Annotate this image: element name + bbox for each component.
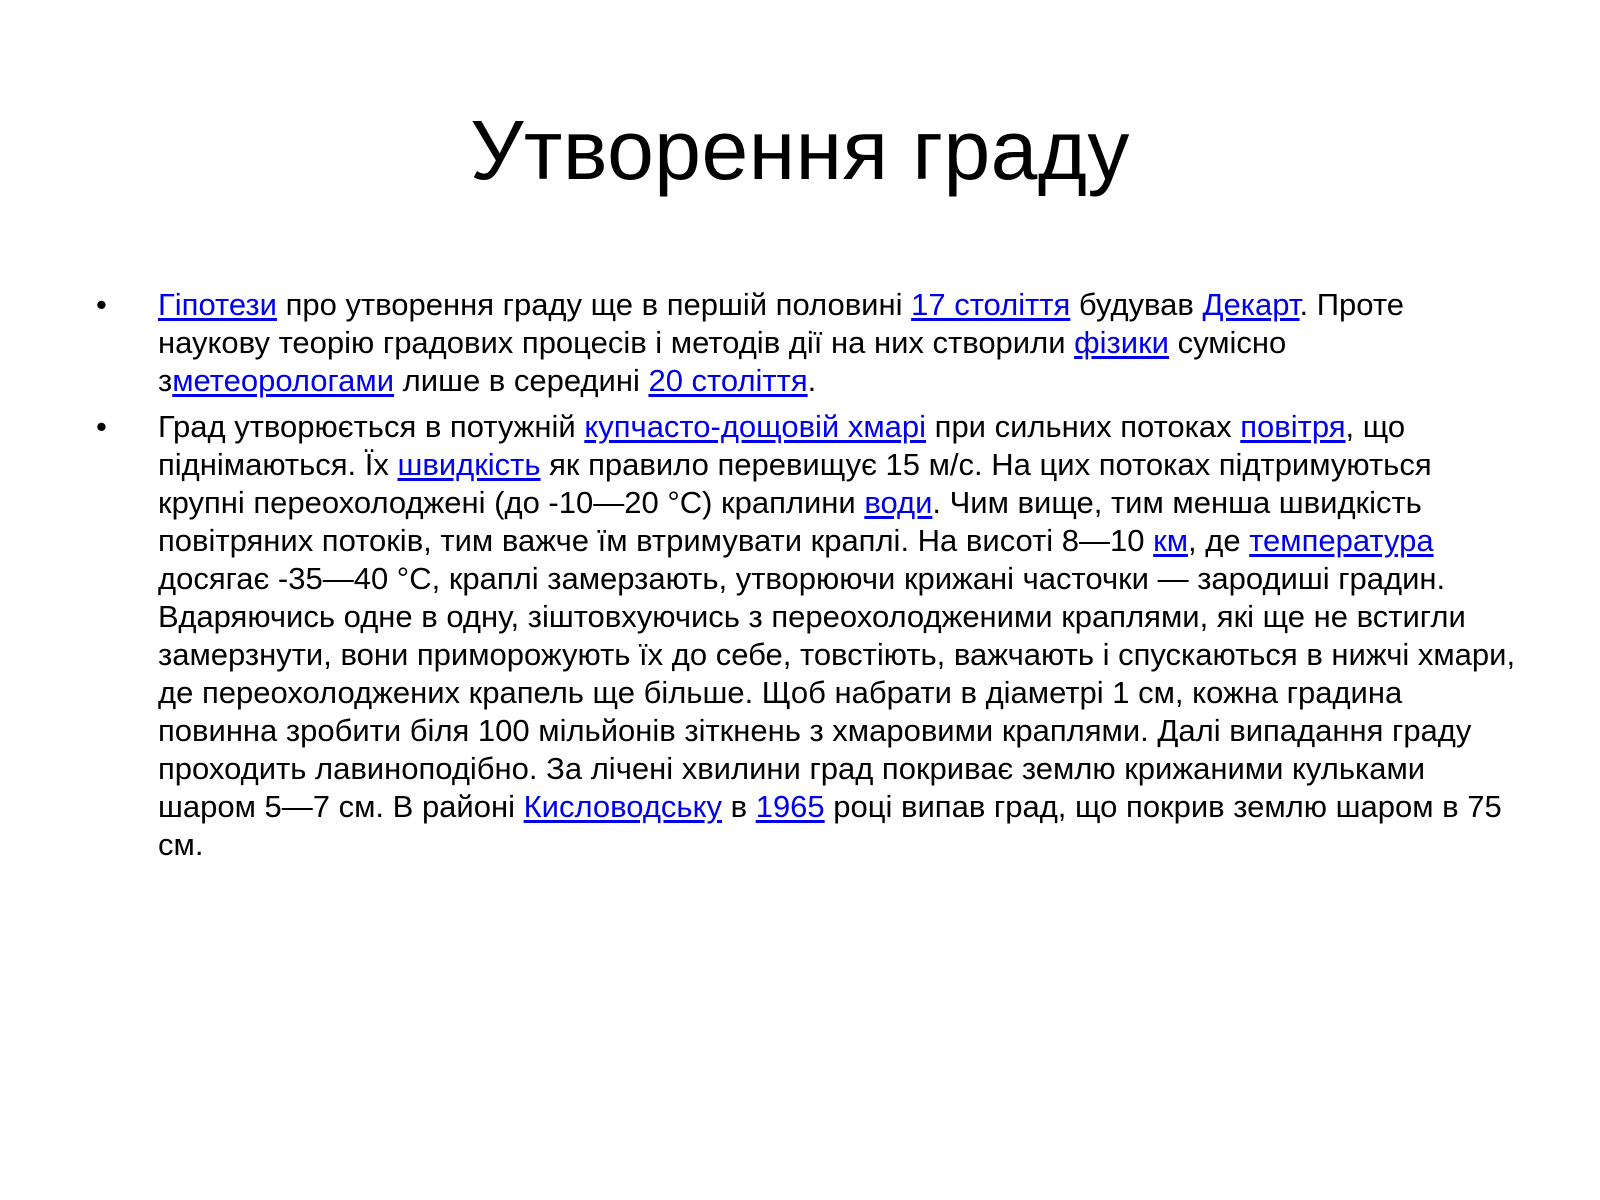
- text-segment: . Чим вище, тим менша швидкість повітряних потоків, тим важче їм втримувати краплі. На висоті 8—10: [158, 485, 1422, 558]
- hypotheses-link[interactable]: Гіпотези: [158, 287, 277, 322]
- text-segment: як правило перевищує 15 м/с. На цих потоках підтримуються крупні переохолоджені (до -10—20 °C) краплини: [158, 447, 1432, 520]
- text-segment: при сильних потоках: [926, 409, 1241, 444]
- 17th-century-link[interactable]: 17 століття: [911, 287, 1071, 322]
- text-segment: , що піднімаються. Їх: [158, 409, 1406, 482]
- text-segment: будував: [1070, 287, 1203, 322]
- slide-title: Утворення граду: [470, 103, 1130, 197]
- descartes-link[interactable]: Декарт: [1202, 287, 1300, 322]
- cumulonimbus-link[interactable]: купчасто-дощовій хмарі: [584, 409, 927, 444]
- speed-link[interactable]: швидкість: [397, 447, 541, 482]
- bullet-item-hypotheses: [96, 286, 1516, 400]
- year-1965-link[interactable]: 1965: [755, 789, 825, 824]
- text-segment: сумісно з: [158, 325, 1287, 398]
- text-segment: . Проте наукову теорію градових процесів і методів дії на них створили: [158, 287, 1404, 360]
- water-link[interactable]: води: [864, 485, 933, 520]
- air-link[interactable]: повітря: [1240, 409, 1346, 444]
- kislovodsk-link[interactable]: Кисловодську: [523, 789, 722, 824]
- physicists-link[interactable]: фізики: [1074, 325, 1169, 360]
- temperature-link[interactable]: температура: [1249, 523, 1434, 558]
- bullet-item-hail-formation: [96, 408, 1516, 864]
- km-link[interactable]: км: [1153, 523, 1189, 558]
- meteorologists-link[interactable]: метеорологами: [172, 363, 395, 398]
- text-segment: в: [722, 789, 756, 824]
- text-segment: досягає -35—40 °C, краплі замерзають, утворюючи крижані часточки — зародиші градин. Вдаряючись одне в одну, зіштовхуючись з переохолодженими краплями, які ще не встигли замерзнути, вони приморожують їх до себе, товстіють, важчають і спускаються в нижчі хмари, де переохолоджених крапель ще більше. Щоб набрати в діаметрі 1 см, кожна градина повинна зробити біля 100 мільйонів зіткнень з хмаровими краплями. Далі випадання граду проходить лавиноподібно. За лічені хвилини град покриває землю крижаними кульками шаром 5—7 см. В районі: [158, 561, 1516, 824]
- text-segment: Град утворюється в потужній: [158, 409, 585, 444]
- text-segment: лише в середині: [394, 363, 649, 398]
- 20th-century-link[interactable]: 20 століття: [648, 363, 808, 398]
- bullet-icon: •: [96, 287, 107, 322]
- text-segment: , де: [1188, 523, 1250, 558]
- bullet-text: [158, 287, 1404, 398]
- text-segment: .: [807, 363, 817, 398]
- bullet-icon: •: [96, 409, 107, 444]
- bullet-text: [158, 409, 1515, 862]
- slide-content: [96, 286, 1516, 872]
- text-segment: про утворення граду ще в першій половині: [276, 287, 912, 322]
- text-segment: році випав град, що покрив землю шаром в 75 см.: [158, 789, 1502, 862]
